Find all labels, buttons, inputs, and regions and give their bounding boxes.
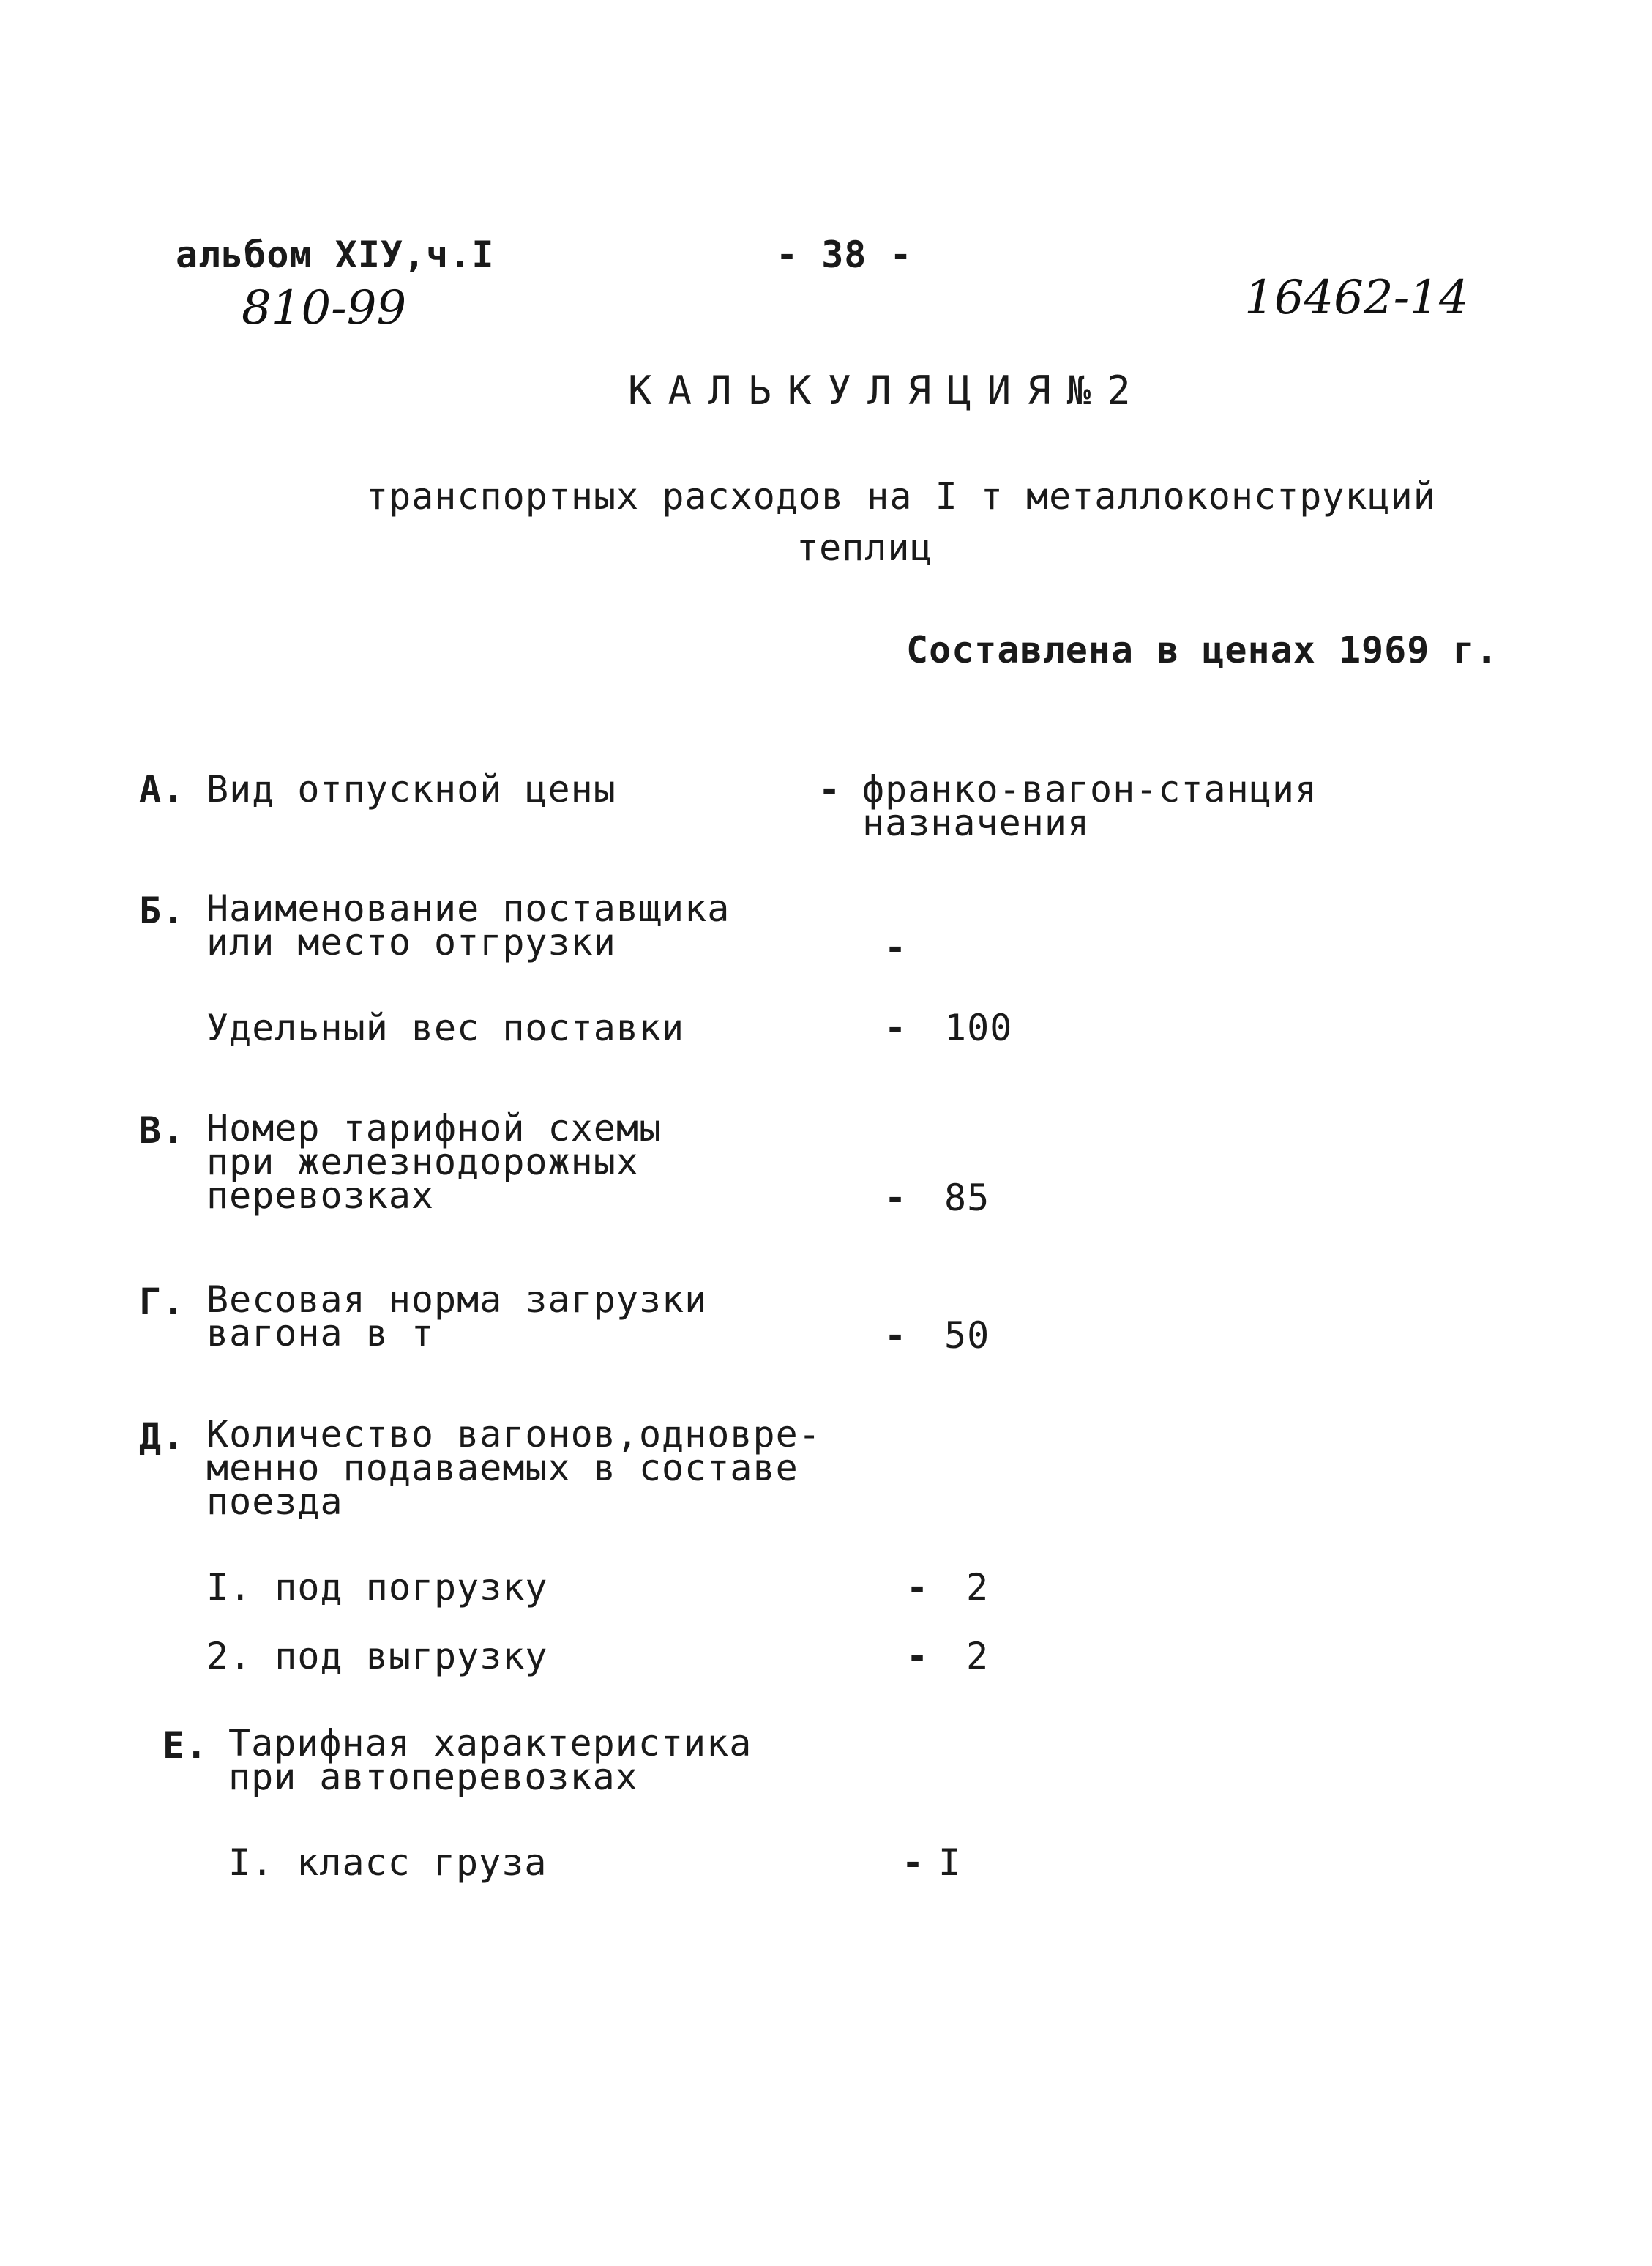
subtitle-line-2: теплиц bbox=[796, 526, 933, 569]
item-d-letter: Д. bbox=[139, 1415, 185, 1458]
document-title: КАЛЬКУЛЯЦИЯ№2 bbox=[628, 368, 1147, 414]
item-v-value: 85 bbox=[944, 1177, 990, 1219]
item-d-label-line-1: Количество вагонов,одновре- bbox=[206, 1413, 821, 1456]
item-e-label-line-1: Тарифная характеристика bbox=[228, 1722, 752, 1764]
item-a-value-line-1: франко-вагон-станция bbox=[862, 768, 1318, 810]
item-e1-dash: - bbox=[902, 1841, 925, 1884]
album-reference: альбом XIУ,ч.I bbox=[176, 234, 495, 276]
item-weight-label: Удельный вес поставки bbox=[206, 1007, 685, 1049]
item-a-value-line-2: назначения bbox=[862, 802, 1091, 844]
item-g-label-line-2: вагона в т bbox=[206, 1312, 435, 1354]
item-v-letter: В. bbox=[139, 1109, 185, 1152]
item-a-letter: А. bbox=[139, 768, 185, 810]
item-b-letter: Б. bbox=[139, 890, 185, 932]
item-e1-value: I bbox=[938, 1841, 962, 1884]
item-d-label-line-2: менно подаваемых в составе bbox=[206, 1447, 799, 1489]
item-g-label-line-1: Весовая норма загрузки bbox=[206, 1278, 708, 1321]
item-v-label-line-3: перевозках bbox=[206, 1174, 435, 1217]
handwritten-right-number: 16462-14 bbox=[1244, 271, 1469, 325]
item-e-label-line-2: при автоперевозках bbox=[228, 1756, 638, 1798]
page-number: - 38 - bbox=[776, 234, 913, 276]
handwritten-left-number: 810-99 bbox=[242, 281, 407, 335]
item-g-value: 50 bbox=[944, 1314, 990, 1357]
item-d1-dash: - bbox=[906, 1566, 930, 1609]
item-e-letter: Е. bbox=[162, 1724, 209, 1767]
item-d2-label: 2. под выгрузку bbox=[206, 1635, 548, 1677]
item-v-dash: - bbox=[884, 1177, 908, 1219]
item-weight-dash: - bbox=[884, 1007, 908, 1049]
item-v-label-line-2: при железнодорожных bbox=[206, 1141, 639, 1183]
item-b-label-line-2: или место отгрузки bbox=[206, 921, 616, 964]
item-a-label: Вид отпускной цены bbox=[206, 768, 616, 810]
item-e1-label: I. класс груза bbox=[228, 1841, 547, 1884]
item-a-dash: - bbox=[818, 768, 842, 810]
item-d1-label: I. под погрузку bbox=[206, 1566, 548, 1609]
item-d2-dash: - bbox=[906, 1635, 930, 1677]
item-d1-value: 2 bbox=[966, 1566, 990, 1609]
item-b-dash: - bbox=[884, 926, 908, 969]
item-weight-value: 100 bbox=[944, 1007, 1013, 1049]
item-g-letter: Г. bbox=[139, 1281, 185, 1323]
subtitle-line-1: транспортных расходов на I т металлоконструкций bbox=[366, 475, 1436, 518]
item-b-label-line-1: Наименование поставщика bbox=[206, 887, 730, 930]
item-v-label-line-1: Номер тарифной схемы bbox=[206, 1107, 662, 1149]
item-d2-value: 2 bbox=[966, 1635, 990, 1677]
item-d-label-line-3: поезда bbox=[206, 1480, 343, 1523]
item-g-dash: - bbox=[884, 1314, 908, 1357]
price-note: Составлена в ценах 1969 г. bbox=[906, 629, 1498, 671]
